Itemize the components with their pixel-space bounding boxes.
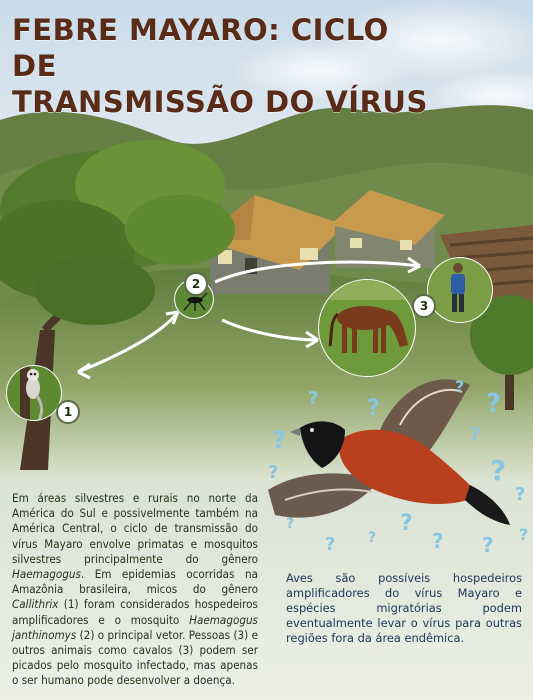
question-mark-icon: ?	[400, 511, 413, 536]
question-mark-icon: ?	[490, 454, 507, 487]
question-mark-icon: ?	[519, 525, 529, 544]
question-mark-icon: ?	[308, 388, 319, 409]
question-mark-icon: ?	[325, 534, 336, 555]
genus-haemagogus: Haemagogus	[12, 567, 81, 582]
title-line-1: FEBRE MAYARO: CICLO DE	[12, 13, 389, 83]
question-mark-icon: ?	[368, 530, 377, 546]
question-mark-icon: ?	[482, 533, 494, 557]
bird-caption: Aves são possíveis hospedeiros amplificadores do vírus Mayaro e espécies migratórias podem eventualmente levar o vírus para outras regiões fora da área endêmica.	[286, 571, 522, 645]
question-mark-icon: ?	[432, 529, 444, 553]
question-mark-icon: ?	[286, 516, 295, 532]
description-text: Em áreas silvestres e rurais no norte da América do Sul e possivelmente também na América Central, o ciclo de transmissão do vírus Mayaro envolve primatas e mosquitos silvestres principalmente do gênero Haemagogus. Em epidemias ocorridas na Amazônia brasileira, micos do gênero Callithrix (1) foram considerados hospedeiros amplificadores e o mosquito Haemagogus janthinomys (2) o principal vetor. Pessoas (3) e outros animais como cavalos (3) podem ser picados pelo mosquito infectado, mas apenas o ser humano pode desenvolver a doença.	[12, 491, 258, 688]
question-mark-icon: ?	[268, 462, 279, 483]
genus-callithrix: Callithrix	[12, 597, 59, 612]
marker-3-horse: 3	[412, 294, 436, 318]
question-mark-icon: ?	[486, 389, 502, 419]
page-title	[12, 12, 432, 120]
question-mark-icon: ?	[367, 396, 380, 421]
question-mark-icon: ?	[470, 424, 481, 445]
marker-2: 2	[184, 272, 208, 296]
species-janthinomys: Haemagogus janthinomys	[12, 612, 258, 642]
question-mark-icon: ?	[455, 377, 465, 396]
marker-1: 1	[56, 400, 80, 424]
question-mark-icon: ?	[515, 484, 526, 505]
question-mark-icon: ?	[272, 426, 286, 454]
title-line-2: TRANSMISSÃO DO VÍRUS	[12, 85, 428, 119]
